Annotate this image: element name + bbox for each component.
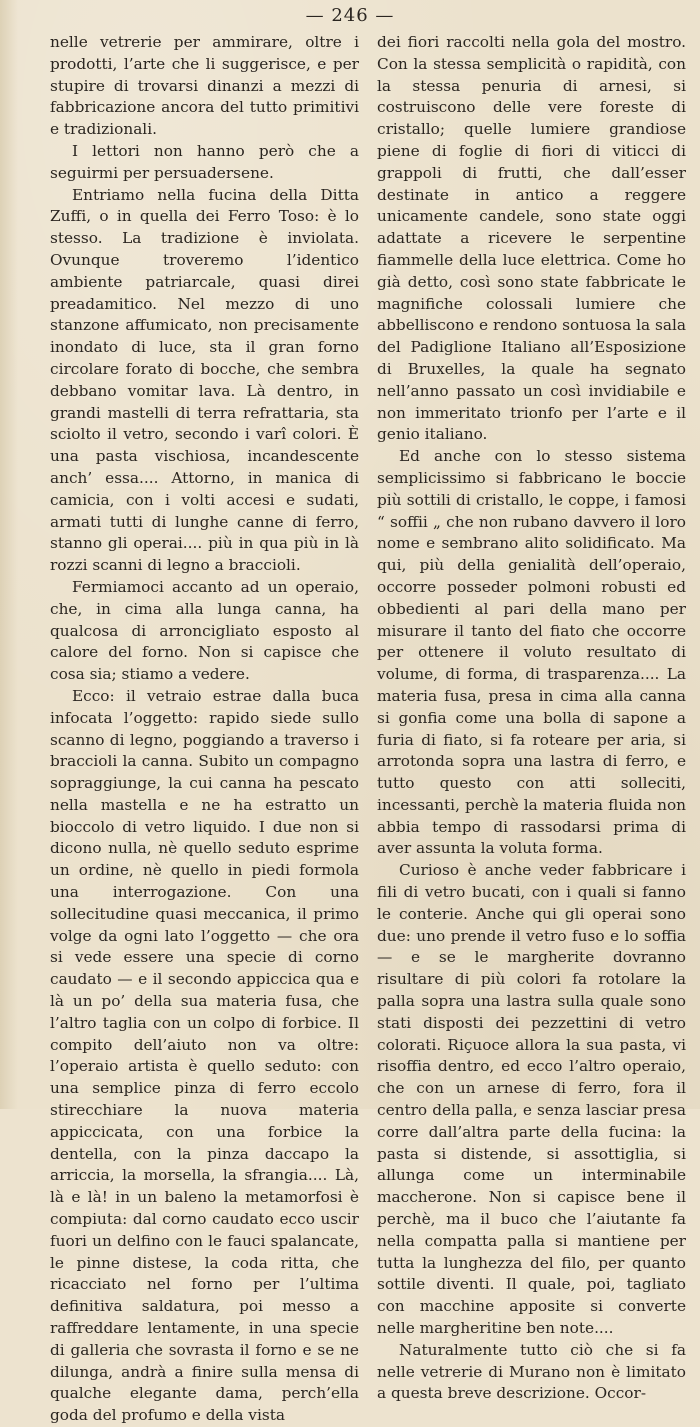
paragraph: Curioso è anche veder fabbricare i fili di vetro bucati, con i quali si fanno le conterie. Anche qui gli operai sono due: uno prende il vetro fuso e lo soffia — e se le margherite dovranno risultare di più colori fa rotolare la palla sopra una lastra sulla quale sono stati disposti dei pezzettini di vetro colorati. Riçuoce allora la sua pasta, vi risoffia dentro, ed ecco l’altro operaio, che con un arnese di ferro, fora il centro della palla, e senza lasciar presa corre dall’altra parte della fucina: la pasta si distende, si assottiglia, si allunga come un interminabile maccherone. Non si capisce bene il perchè, ma il buco che l’aiutante fa nella compatta palla si mantiene per tutta la lunghezza del filo, per quanto sottile diventi. Il quale, poi, tagliato con macchine apposite si converte nelle margheritine ben note.... xyxy=(377,861,686,1338)
paragraph: Entriamo nella fucina della Ditta Zuffi, o in quella dei Ferro Toso: è lo stesso. La tradizione è inviolata. Ovunque troveremo l’identico ambiente patriarcale, quasi direi preadamitico. Nel mezzo di uno stanzone affumicato, non precisamente inondato di luce, sta il gran forno circolare forato di bocche, che sembra debbano vomitar lava. Là dentro, in grandi mastelli di terra refrattaria, sta sciolto il vetro, secondo i varî colori. È una pasta vischiosa, incandescente anch’ essa.... Attorno, in manica di camicia, con i volti accesi e sudati, armati tutti di lunghe canne di ferro, stanno gli operai.... più in qua più in là rozzi scanni di legno a braccioli. xyxy=(50,185,359,575)
left-column xyxy=(50,32,359,1427)
text-columns xyxy=(50,32,686,1427)
paragraph: I lettori non hanno però che a seguirmi per persuadersene. xyxy=(50,141,359,182)
paragraph: Ed anche con lo stesso sistema semplicissimo si fabbricano le boccie più sottili di cristallo, le coppe, i famosi “ soffii „ che non rubano davvero il loro nome e sembrano alito solidificato. Ma qui, più della genialità dell’operaio, occorre posseder polmoni robusti ed obbedienti al pari della mano per misurare il tanto del fiato che occorre per ottenere il voluto resultato di volume, di forma, di trasparenza.... La materia fusa, presa in cima alla canna si gonfia come una bolla di sapone a furia di fiato, si fa roteare per aria, si arrotonda sopra una lastra di ferro, e tutto questo con atti solleciti, incessanti, perchè la materia fluida non abbia tempo di rassodarsi prima di aver assunta la voluta forma. xyxy=(377,447,686,858)
paragraph: Naturalmente tutto ciò che si fa nelle vetrerie di Murano non è limitato a questa breve descrizione. Occor- xyxy=(377,1340,686,1403)
paragraph: dei fiori raccolti nella gola del mostro. Con la stessa semplicità o rapidità, con la stessa penuria di arnesi, si costruiscono delle vere foreste di cristallo; quelle lumiere grandiose piene di foglie di fiori di viticci di grappoli di frutti, che dall’esser destinate in antico a reggere unicamente candele, sono state oggi adattate a ricevere le serpentine fiammelle della luce elettrica. Come ho già detto, così sono state fabbricate le magnifiche colossali lumiere che abbelliscono e rendono sontuosa la sala del Padiglione Italiano all’Esposizione di Bruxelles, la quale ha segnato nell’anno passato un così invidiabile e non immeritato trionfo per l’arte e il genio italiano. xyxy=(377,33,686,444)
page-edge-shadow xyxy=(0,0,18,1109)
paragraph: Fermiamoci accanto ad un operaio, che, in cima alla lunga canna, ha qualcosa di arroncigliato esposto al calore del forno. Non si capisce che cosa sia; stiamo a vedere. xyxy=(50,577,359,684)
page-number: — 246 — xyxy=(305,5,395,26)
paragraph: Ecco: il vetraio estrae dalla buca infocata l’oggetto: rapido siede sullo scanno di legno, poggiando a traverso i braccioli la canna. Subito un compagno sopraggiunge, la cui canna ha pescato nella mastella e ne ha estratto un bioccolo di vetro liquido. I due non si dicono nulla, nè quello seduto esprime un ordine, nè quello in piedi formola una interrogazione. Con una sollecitudine quasi meccanica, il primo volge da ogni lato l’oggetto — che ora si vede essere una specie di corno caudato — e il secondo appiccica qua e là un po’ della sua materia fusa, che l’altro taglia con un colpo di forbice. Il compito dell’aiuto non va oltre: l’operaio artista è quello seduto: con una semplice pinza di ferro eccolo stirecchiare la nuova materia appiccicata, con una forbice la dentella, con la pinza daccapo la arriccia, la morsella, la sfrangia.... Là, là e là! in un baleno la metamorfosi è compiuta: dal corno caudato ecco uscir fuori un delfino con le fauci spalancate, le pinne distese, la coda ritta, che ricacciato nel forno per l’ultima definitiva saldatura, poi messo a raffreddare lentamente, in una specie di galleria che sovrasta il forno e se ne dilunga, andrà a finire sulla mensa di qualche elegante dama, perch’ella goda del profumo e della vista xyxy=(50,686,359,1425)
paragraph: nelle vetrerie per ammirare, oltre i prodotti, l’arte che li suggerisce, e per stupire di trovarsi dinanzi a mezzi di fabbricazione ancora del tutto primitivi e tradizionali. xyxy=(50,33,359,139)
right-column xyxy=(377,32,686,1427)
